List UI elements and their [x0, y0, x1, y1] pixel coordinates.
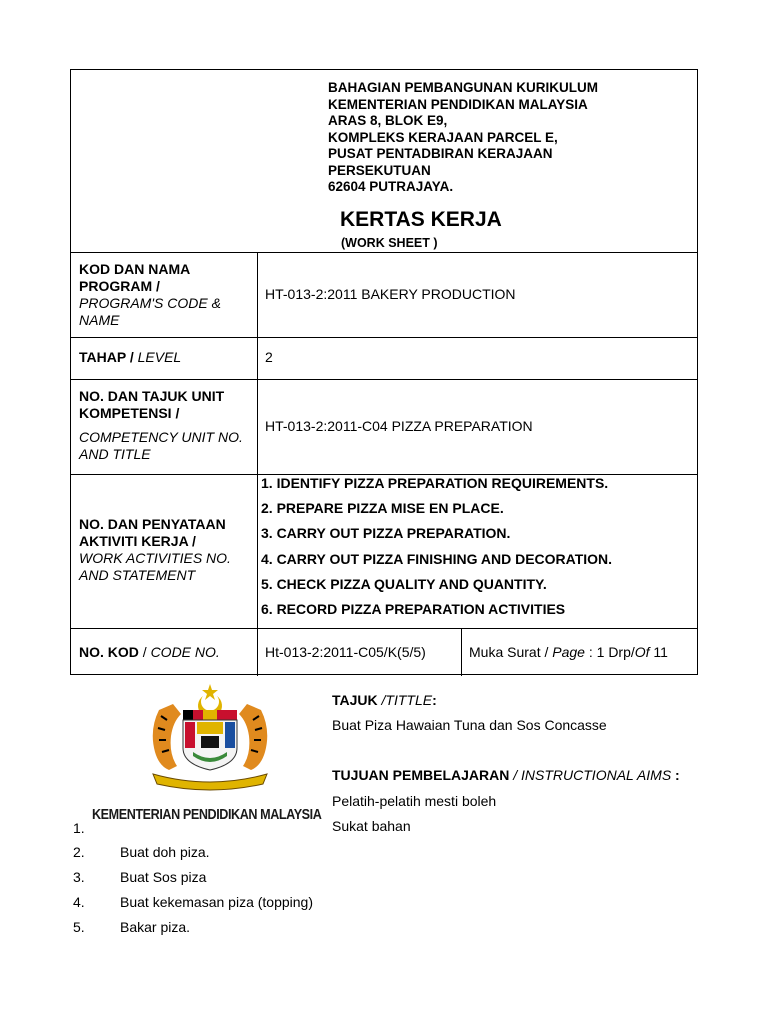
step-text: Sukat bahan [332, 818, 411, 834]
table-divider [71, 628, 697, 629]
tajuk-bold: TAJUK [332, 692, 378, 708]
address-line: ARAS 8, BLOK E9, [328, 113, 448, 128]
list-item: 5. CHECK PIZZA QUALITY AND QUANTITY. [261, 575, 547, 592]
aims-italic: / INSTRUCTIONAL AIMS [509, 767, 672, 783]
level-label-italic: LEVEL [137, 349, 182, 365]
page-prefix: Muka Surat / [469, 644, 553, 660]
address-block [328, 80, 598, 196]
step-number: 3. [73, 869, 85, 885]
step-number: 2. [73, 844, 85, 860]
level-value: 2 [265, 349, 273, 365]
aims-bold: TUJUAN PEMBELAJARAN [332, 767, 510, 783]
list-item: 6. RECORD PIZZA PREPARATION ACTIVITIES [261, 600, 566, 617]
program-label [79, 261, 251, 329]
page-number [469, 644, 668, 661]
table-divider [71, 252, 697, 253]
aims-intro: Pelatih-pelatih mesti boleh [332, 793, 497, 809]
ministry-logo-caption: KEMENTERIAN PENDIDIKAN MALAYSIA [92, 806, 322, 823]
aims-heading [332, 767, 680, 783]
page-title: KERTAS KERJA [340, 208, 502, 231]
list-item: 2. PREPARE PIZZA MISE EN PLACE. [261, 500, 504, 517]
step-text: Buat Sos piza [120, 869, 207, 885]
program-label-bold: KOD DAN NAMA PROGRAM / [79, 261, 190, 294]
tajuk-heading [332, 692, 437, 708]
page-of-italic: Of [634, 644, 650, 660]
program-label-italic: PROGRAM'S CODE & NAME [79, 295, 221, 328]
column-divider [461, 628, 462, 676]
activities-label-italic: WORK ACTIVITIES NO. AND STATEMENT [79, 550, 231, 583]
address-line: BAHAGIAN PEMBANGUNAN KURIKULUM [328, 80, 598, 95]
activities-list [261, 475, 612, 626]
step-number: 5. [73, 919, 85, 935]
page-mid: : 1 Drp/ [584, 644, 635, 660]
code-label-sep: / [138, 644, 151, 660]
worksheet-table [70, 69, 698, 675]
unit-label [79, 388, 251, 463]
list-item: 3. CARRY OUT PIZZA PREPARATION. [261, 525, 511, 542]
coat-of-arms-logo [145, 682, 275, 794]
tajuk-value: Buat Piza Hawaian Tuna dan Sos Concasse [332, 717, 607, 733]
column-divider [257, 252, 258, 676]
step-text: Bakar piza. [120, 919, 191, 935]
table-divider [71, 337, 697, 338]
step-number: 4. [73, 894, 85, 910]
level-label [79, 349, 181, 366]
step-text: Buat doh piza. [120, 844, 210, 860]
code-value: Ht-013-2:2011-C05/K(5/5) [265, 644, 426, 660]
address-line: 62604 PUTRAJAYA. [328, 179, 454, 194]
tajuk-italic: /TITTLE [377, 692, 433, 708]
unit-label-bold: NO. DAN TAJUK UNIT KOMPETENSI / [79, 388, 225, 421]
page-label-italic: Page [552, 644, 585, 660]
program-value: HT-013-2:2011 BAKERY PRODUCTION [265, 286, 516, 302]
step-number: 1. [73, 820, 85, 836]
aims-colon: : [671, 767, 680, 783]
list-item: 1. IDENTIFY PIZZA PREPARATION REQUIREMENTS. [261, 475, 609, 491]
unit-value: HT-013-2:2011-C04 PIZZA PREPARATION [265, 418, 533, 434]
table-divider [71, 379, 697, 380]
tajuk-colon: : [432, 692, 437, 708]
activities-label-bold: NO. DAN PENYATAAN AKTIVITI KERJA / [79, 516, 226, 549]
level-label-bold: TAHAP / [79, 349, 134, 365]
unit-label-italic: COMPETENCY UNIT NO. AND TITLE [79, 429, 243, 462]
address-line: PERSEKUTUAN [328, 162, 431, 178]
code-label [79, 644, 220, 661]
step-text: Buat kekemasan piza (topping) [120, 894, 313, 910]
address-line: PUSAT PENTADBIRAN KERAJAAN [328, 146, 553, 161]
code-label-italic: CODE NO. [150, 644, 220, 660]
code-label-bold: NO. KOD [79, 644, 139, 660]
page-total: 11 [649, 644, 668, 660]
list-item: 4. CARRY OUT PIZZA FINISHING AND DECORATION. [261, 550, 613, 567]
address-line: KEMENTERIAN PENDIDIKAN MALAYSIA [328, 96, 588, 112]
activities-label [79, 516, 254, 584]
address-line: KOMPLEKS KERAJAAN PARCEL E, [328, 129, 558, 145]
page-subtitle: (WORK SHEET ) [341, 236, 438, 250]
